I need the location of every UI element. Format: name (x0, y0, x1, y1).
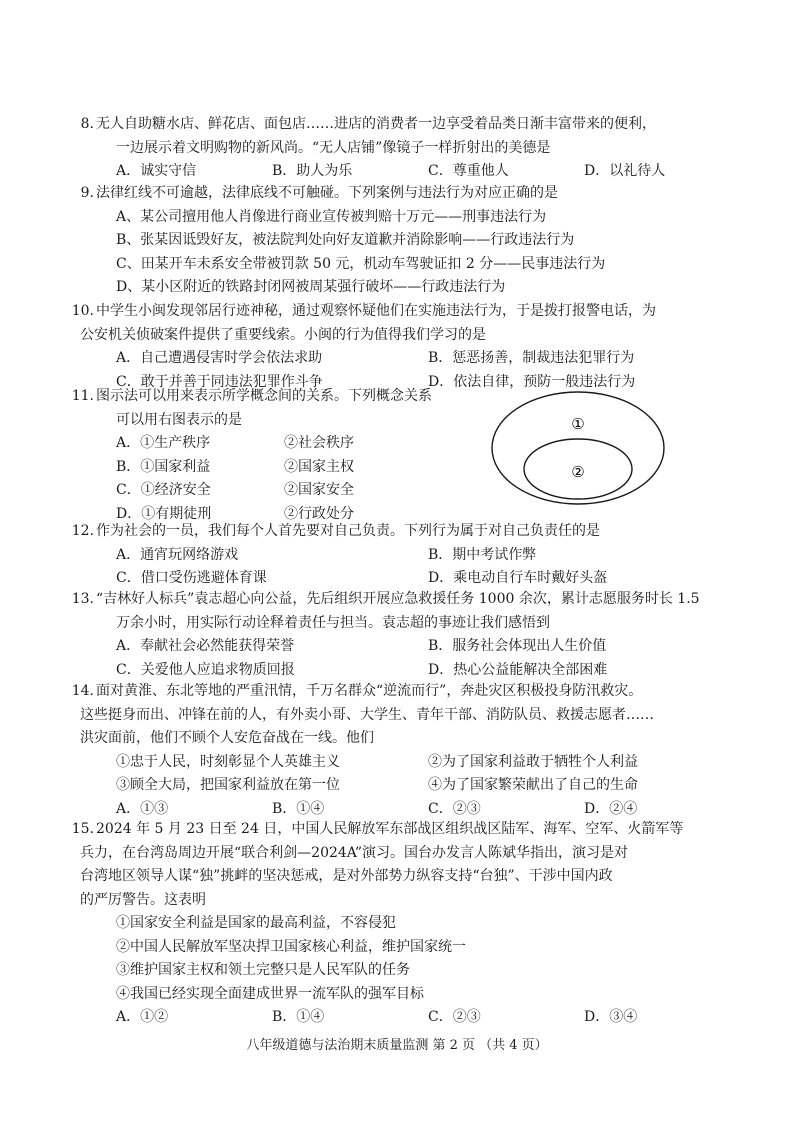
question-stem: 台湾地区领导人谋“独”挑衅的坚决惩戒，是对外部势力纵容支持“台独”、干涉中国内政 (80, 868, 613, 884)
option-c: C、田某开车未系安全带被罚款 50 元，机动车驾驶证扣 2 分——民事违法行为 (116, 255, 606, 272)
option-d: D．乘电动自行车时戴好头盔 (428, 570, 608, 586)
question-12 (71, 520, 736, 591)
question-15 (71, 818, 736, 1030)
statement-4: ④我国已经实现全面建成世界一流军队的强军目标 (116, 985, 424, 1002)
question-13 (71, 588, 736, 682)
concept-diagram (488, 388, 668, 508)
question-stem: 无人自助糖水店、鲜花店、面包店……进店的消费者一边享受着品类日渐丰富带来的便利， (96, 116, 656, 132)
statement-4: ④为了国家繁荣献出了自己的生命 (428, 777, 638, 793)
option-a: A．①② (116, 1009, 169, 1025)
option-b: B．期中考试作弊 (428, 546, 537, 563)
statement-3: ③维护国家主权和领土完整只是人民军队的任务 (116, 962, 410, 978)
question-stem: 法律红线不可逾越，法律底线不可触碰。下列案例与违法行为对应正确的是 (96, 185, 558, 201)
statement-2: ②为了国家利益敢于牺牲个人利益 (428, 753, 638, 770)
question-stem: 中学生小闽发现邻居行迹神秘，通过观察怀疑他们在实施违法行为，于是拨打报警电话，为 (96, 303, 656, 319)
option-c: C．②③ (428, 1009, 481, 1025)
question-number: 12. (71, 523, 94, 539)
question-stem: 万余小时，用实际行动诠释着责任与担当。袁志超的事迹让我们感悟到 (116, 614, 550, 631)
option-b: B．服务社会体现出人生价值 (428, 638, 607, 654)
option-d: D．以礼待人 (584, 163, 666, 179)
question-stem: 公安机关侦破案件提供了重要线索。小闽的行为值得我们学习的是 (80, 326, 486, 343)
option-a-part-1: A．①生产秩序 (116, 435, 211, 451)
option-c: C．②③ (428, 800, 481, 817)
statement-3: ③顾全大局，把国家利益放在第一位 (116, 777, 340, 793)
statement-items (96, 751, 736, 798)
answer-options (96, 635, 736, 682)
question-stem: 作为社会的一员，我们每个人首先要对自己负责。下列行为属于对自己负责任的是 (96, 523, 600, 539)
page-footer: 八年级道德与法治期末质量监测 第 2 页 （共 4 页） (246, 1038, 548, 1053)
question-number: 14. (71, 683, 94, 699)
question-number: 10. (71, 303, 94, 319)
option-d: D、某小区附近的铁路封闭网被周某强行破坏——行政违法行为 (116, 279, 506, 295)
question-9 (80, 182, 736, 300)
option-d: D．②④ (584, 800, 638, 817)
option-d-part-1: D．①有期徒刑 (116, 505, 212, 522)
question-stem: 2024 年 5 月 23 日至 24 日，中国人民解放军东部战区组织战区陆军、海军、空军、火箭军等 (96, 821, 684, 837)
option-c: C．借口受伤逃避体育课 (116, 570, 267, 586)
option-a: A．通宵玩网络游戏 (116, 546, 239, 563)
inner-label: ② (571, 463, 585, 481)
question-stem: 洪灾面前，他们不顾个人安危奋战在一线。他们 (80, 730, 374, 746)
question-number: 15. (71, 821, 94, 837)
question-stem: 面对黄淮、东北等地的严重汛情，千万名群众“逆流而行”，奔赴灾区积极投身防汛救灾。 (96, 683, 643, 699)
question-stem: 兵力，在台湾岛周边开展“联合利剑—2024A”演习。国台办发言人陈斌华指出，演习是对 (80, 844, 628, 861)
option-b: B．①④ (272, 800, 325, 817)
statement-1: ①国家安全利益是国家的最高利益，不容侵犯 (116, 915, 396, 931)
question-stem: 图示法可以用来表示所学概念间的关系。下列概念关系 (96, 388, 432, 404)
option-b: B．助人为乐 (272, 163, 353, 179)
question-stem: 一边展示着文明购物的新风尚。“无人店铺”像镜子一样折射出的美德是 (116, 139, 551, 156)
question-10 (71, 300, 736, 394)
option-a-part-2: ②社会秩序 (284, 435, 354, 451)
option-a: A．诚实守信 (116, 163, 197, 179)
question-stem: 这些挺身而出、冲锋在前的人，有外卖小哥、大学生、青年干部、消防队员、救援志愿者…… (80, 706, 654, 723)
question-14 (71, 680, 736, 821)
statement-1: ①忠于人民，时刻彰显个人英雄主义 (116, 753, 340, 770)
option-a: A．奉献社会必然能获得荣誉 (116, 638, 295, 654)
answer-options (96, 544, 736, 591)
option-c: C．关爱他人应追求物质回报 (116, 661, 295, 678)
question-stem: 的严厉警告。这表明 (80, 891, 206, 908)
answer-options (96, 160, 736, 184)
statement-2: ②中国人民解放军坚决捍卫国家核心利益，维护国家统一 (116, 938, 466, 955)
question-number: 8. (80, 116, 94, 132)
outer-label: ① (571, 415, 585, 433)
option-b-part-2: ②国家主权 (284, 458, 354, 475)
question-stem: 可以用右图表示的是 (116, 411, 242, 428)
option-d-part-2: ②行政处分 (284, 505, 354, 522)
question-stem: “吉林好人标兵”袁志超心向公益，先后组织开展应急救援任务 1000 余次，累计志愿服务时长 1.5 (96, 591, 700, 607)
option-a: A、某公司擅用他人肖像进行商业宣传被判赔十万元——刑事违法行为 (116, 208, 547, 225)
option-c-part-1: C．①经济安全 (116, 482, 211, 498)
option-a: A．①③ (116, 800, 169, 817)
option-c-part-2: ②国家安全 (284, 482, 354, 498)
option-b: B、张某因诋毁好友，被法院判处向好友道歉并消除影响——行政违法行为 (116, 232, 575, 248)
question-number: 13. (71, 591, 94, 607)
option-b: B．惩恶扬善，制裁违法犯罪行为 (428, 350, 635, 366)
option-b: B．①④ (272, 1009, 325, 1025)
option-d: D．热心公益能解决全部困难 (428, 661, 608, 678)
option-c: C．尊重他人 (428, 163, 509, 179)
option-d: D．依法自律，预防一般违法行为 (428, 373, 636, 390)
option-b-part-1: B．①国家利益 (116, 458, 211, 475)
option-d: D．③④ (584, 1009, 638, 1025)
outer-ellipse (492, 392, 664, 504)
question-8 (80, 113, 736, 184)
option-a: A．自己遭遇侵害时学会依法求助 (116, 350, 323, 366)
answer-options (96, 1006, 736, 1030)
option-c: C．敢于并善于同违法犯罪作斗争 (116, 373, 323, 390)
question-number: 9. (80, 185, 94, 201)
question-number: 11. (71, 388, 94, 404)
